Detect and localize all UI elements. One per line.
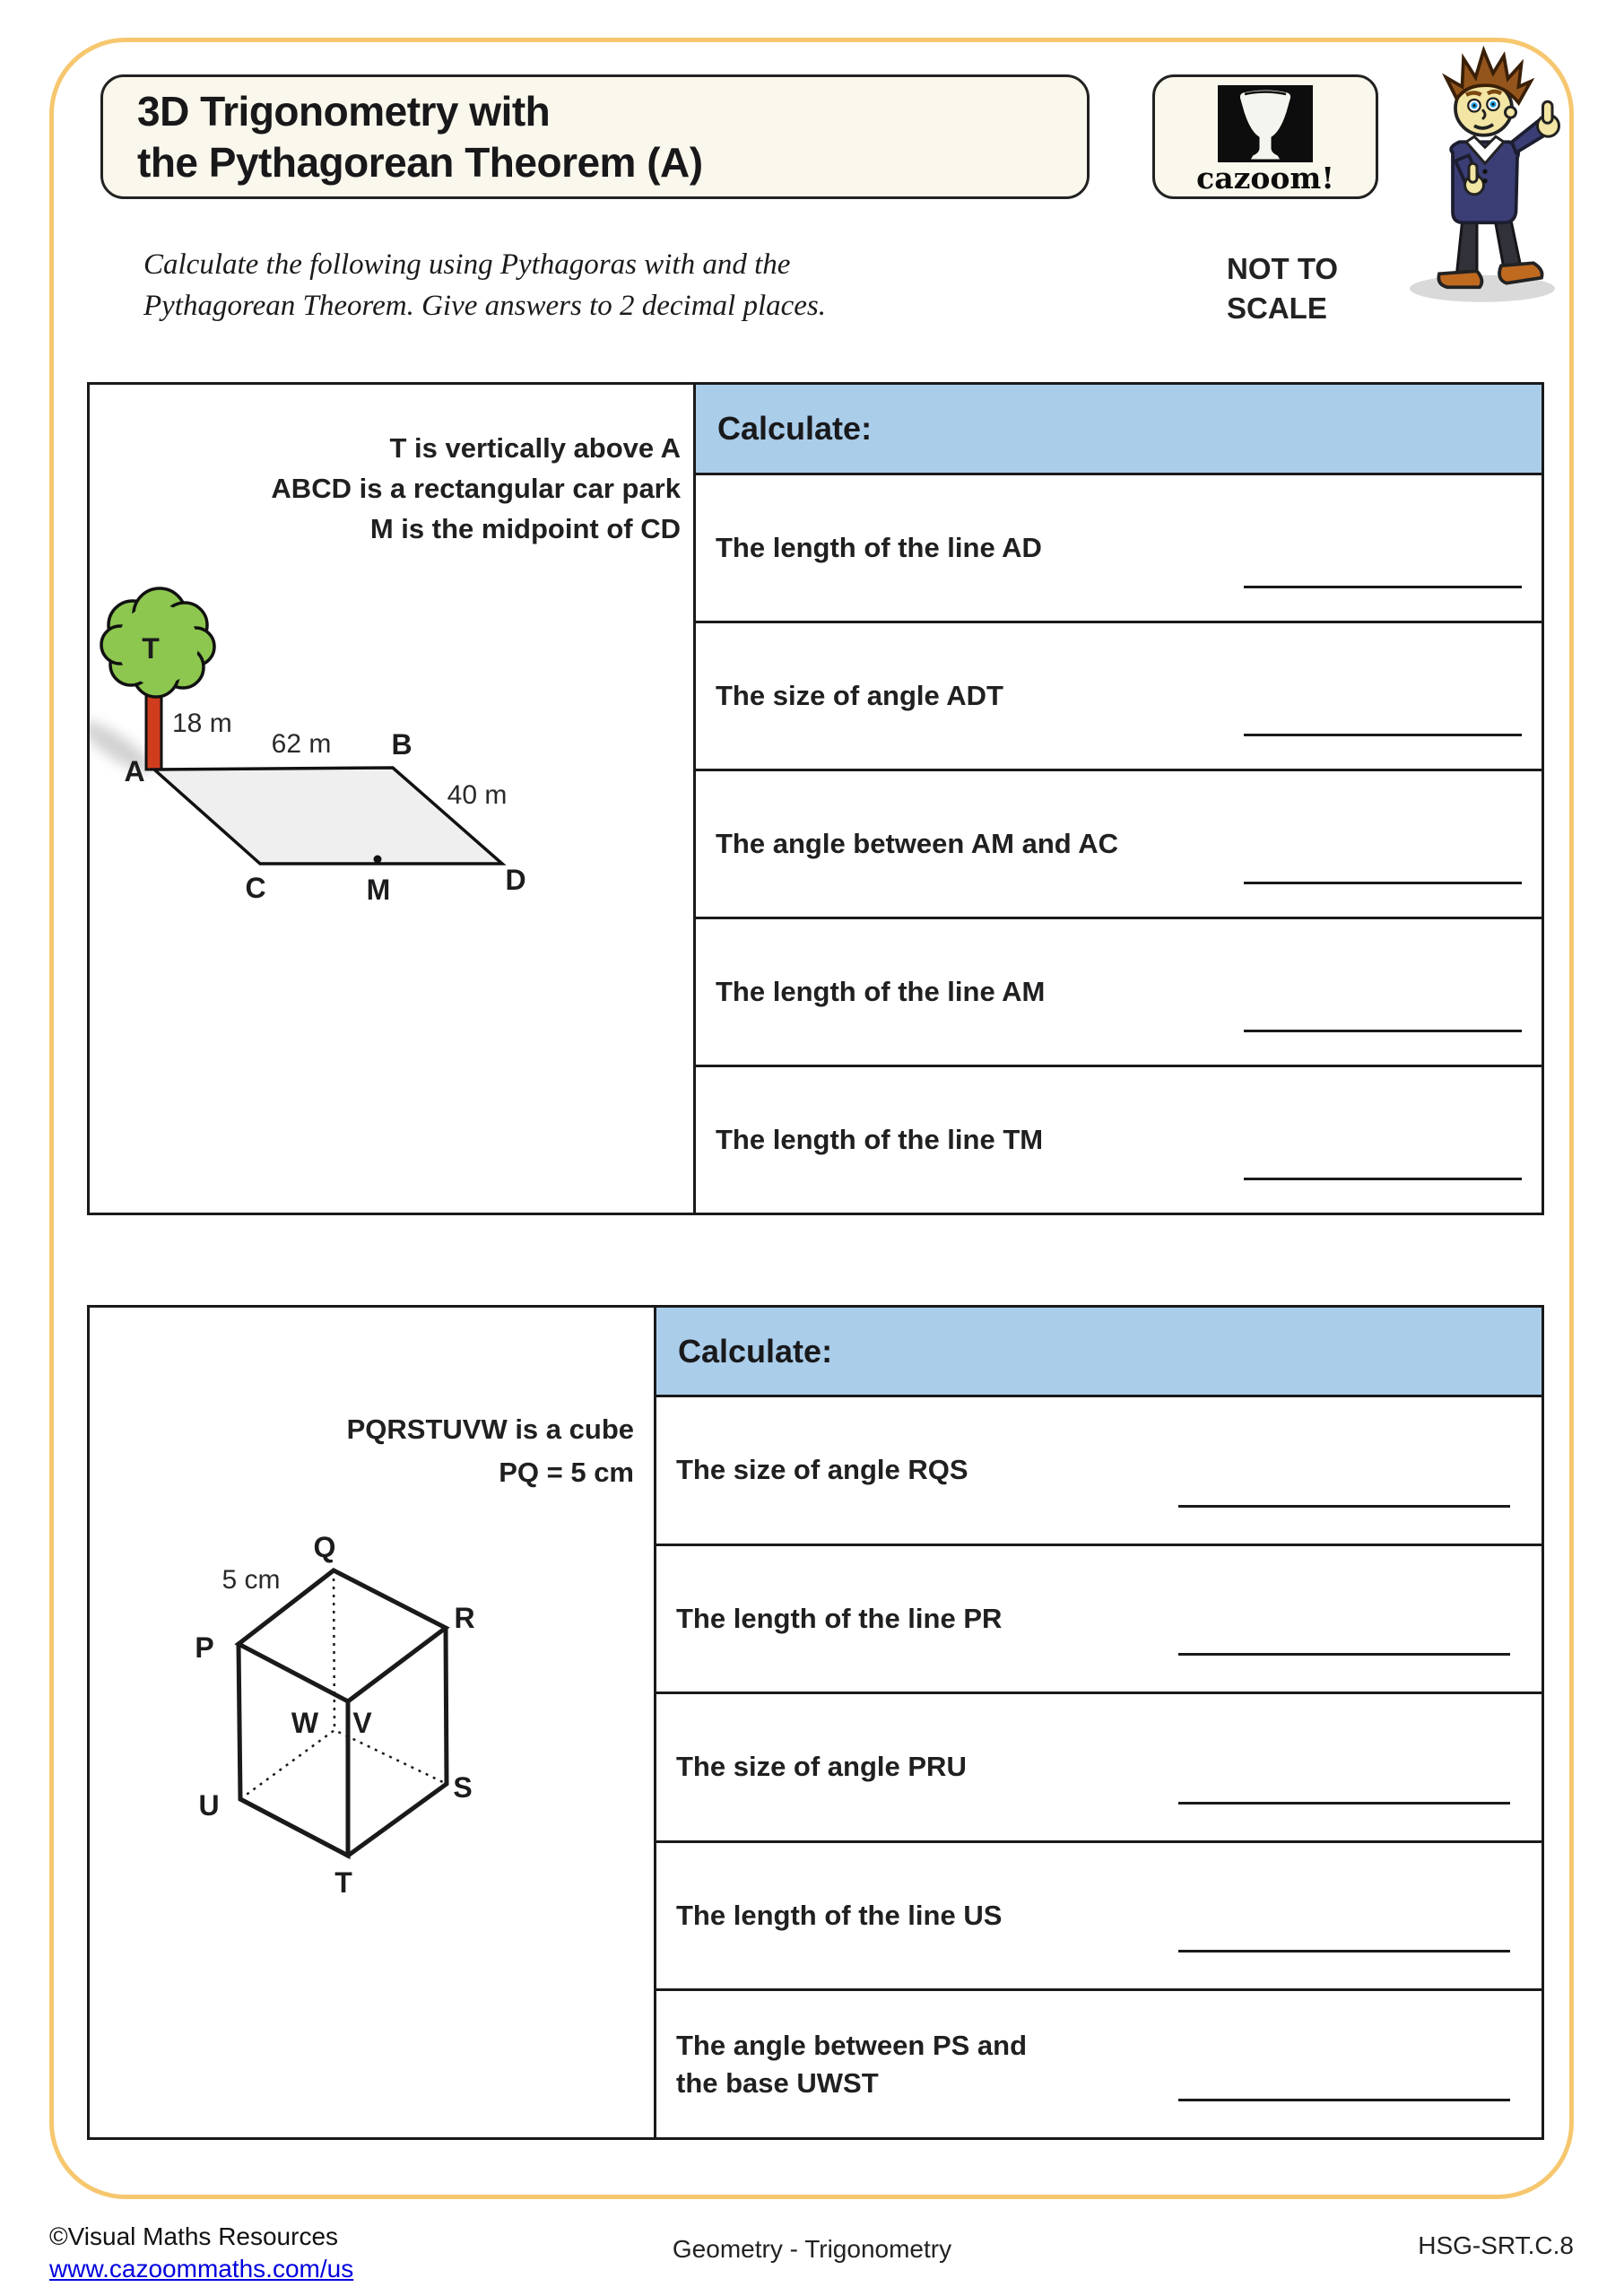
website-link[interactable]: www.cazoommaths.com/us	[49, 2255, 354, 2283]
cazoom-goblet-icon	[1218, 85, 1313, 162]
vertex-label-S: S	[453, 1771, 473, 1804]
cube-diagram	[90, 1308, 654, 2137]
problem1-notes: T is vertically above A ABCD is a rectangular car park M is the midpoint of CD	[271, 432, 681, 544]
vertex-label-V: V	[352, 1707, 372, 1739]
mascot-boy-thumbs-up-illustration	[1385, 45, 1587, 305]
problem2-diagram-panel	[90, 1308, 656, 2137]
problem1-row-2: The size of angle ADT	[696, 623, 1541, 771]
problem2-row-1: The size of angle RQS	[656, 1397, 1541, 1546]
vertex-label-D: D	[505, 864, 526, 896]
answer-line	[1178, 1950, 1510, 1952]
problem2-row-5: The angle between PS and the base UWST	[656, 1991, 1541, 2137]
vertex-label-R: R	[454, 1602, 475, 1634]
logo-wordmark: cazoom!	[1196, 161, 1334, 196]
bd-measurement: 40 m	[447, 780, 508, 810]
instruction-line2: Pythagorean Theorem. Give answers to 2 decimal places.	[143, 290, 826, 322]
footer-category: Geometry - Trigonometry	[672, 2235, 952, 2263]
problem1-calc-table	[696, 385, 1541, 1213]
vertex-label-T: T	[142, 632, 160, 665]
answer-line	[1244, 586, 1522, 588]
vertex-label-A: A	[124, 755, 145, 787]
instruction-line1: Calculate the following using Pythagoras with and the	[143, 248, 791, 281]
not-to-scale-note: NOT TO SCALE	[1227, 252, 1339, 325]
page-title-line2: the Pythagorean Theorem (A)	[137, 138, 703, 186]
problem1-diagram-panel	[90, 385, 696, 1213]
vertex-label-P: P	[195, 1631, 214, 1664]
answer-line	[1178, 1505, 1510, 1508]
problem2-calc-header: Calculate:	[656, 1308, 1541, 1397]
problem1-row-5: The length of the line TM	[696, 1067, 1541, 1213]
problem1-row-4: The length of the line AM	[696, 919, 1541, 1067]
car-park-tree-diagram	[90, 385, 693, 1213]
answer-line	[1178, 1802, 1510, 1805]
problem2-row-2: The length of the line PR	[656, 1546, 1541, 1695]
vertex-label-T2: T	[334, 1866, 352, 1899]
answer-line	[1178, 2099, 1510, 2101]
vertex-label-U: U	[198, 1789, 220, 1822]
problem1-box	[87, 382, 1544, 1215]
vertex-label-C: C	[245, 872, 266, 904]
answer-line	[1244, 1178, 1522, 1180]
vertex-label-B: B	[391, 728, 413, 761]
copyright-text: ©Visual Maths Resources	[49, 2222, 339, 2250]
vertex-label-M: M	[366, 874, 391, 906]
problem2-notes: PQRSTUVW is a cube PQ = 5 cm	[346, 1413, 634, 1488]
title-box	[100, 74, 1090, 199]
problem1-row-1: The length of the line AD	[696, 475, 1541, 623]
instruction-text	[143, 244, 1085, 326]
answer-line	[1244, 734, 1522, 736]
problem1-calc-header: Calculate:	[696, 385, 1541, 475]
answer-line	[1178, 1653, 1510, 1656]
page-title-line1: 3D Trigonometry with	[137, 87, 551, 135]
answer-line	[1244, 1030, 1522, 1032]
problem1-row-3: The angle between AM and AC	[696, 771, 1541, 919]
logo-box	[1152, 74, 1378, 199]
problem2-box	[87, 1305, 1544, 2140]
problem2-row-4: The length of the line US	[656, 1843, 1541, 1992]
ab-measurement: 62 m	[271, 729, 332, 759]
midpoint-dot	[374, 856, 382, 864]
vertex-label-Q: Q	[313, 1531, 336, 1563]
edge-measurement: 5 cm	[221, 1565, 281, 1595]
problem2-row-3: The size of angle PRU	[656, 1694, 1541, 1843]
answer-line	[1244, 882, 1522, 884]
height-measurement: 18 m	[172, 709, 232, 738]
vertex-label-W: W	[291, 1707, 319, 1739]
problem2-calc-table	[656, 1308, 1541, 2137]
footer-standard-code: HSG-SRT.C.8	[1418, 2231, 1574, 2259]
